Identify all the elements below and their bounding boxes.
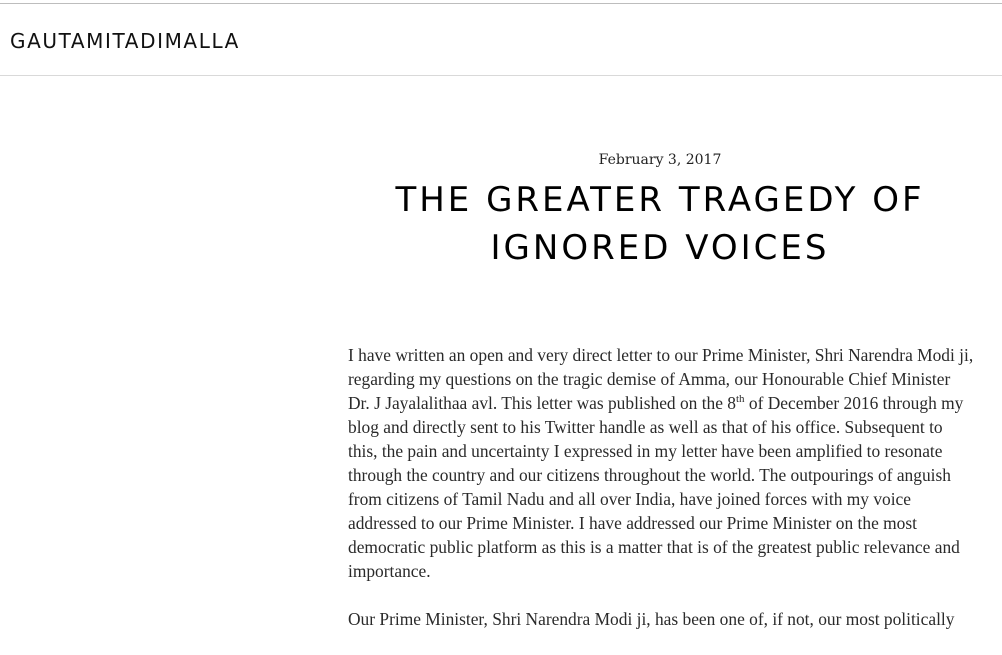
site-title-link[interactable]: GAUTAMITADIMALLA — [10, 29, 240, 53]
paragraph-text: I have written an open and very direct letter to our Prime Minister, Shri Narendra Modi ji, regarding my questions on the tragic demise of Amma, our Honourable Chief Minister Dr. J Jayalalithaa avl. This letter was published on the 8 — [348, 345, 974, 413]
paragraph-text: of December 2016 through my blog and directly sent to his Twitter handle as well as that of his office. Subsequent to this, the pain and uncertainty I expressed in my letter have been amplified to resonate through the country and our citizens throughout the world. The outpourings of anguish from citizens of Tamil Nadu and all over India, have joined forces with my voice addressed to our Prime Minister. I have addressed our Prime Minister on the most democratic public platform as this is a matter that is of the greatest public relevance and importance. — [348, 393, 964, 581]
site-header — [0, 4, 1002, 76]
post-body — [348, 343, 974, 655]
post-title: THE GREATER TRAGEDY OF IGNORED VOICES — [395, 180, 925, 268]
post-paragraph — [348, 343, 974, 583]
post-date: February 3, 2017 — [598, 152, 722, 168]
ordinal-suffix: th — [736, 393, 745, 405]
post-paragraph: Our Prime Minister, Shri Narendra Modi ji, has been one of, if not, our most politically — [348, 609, 955, 629]
